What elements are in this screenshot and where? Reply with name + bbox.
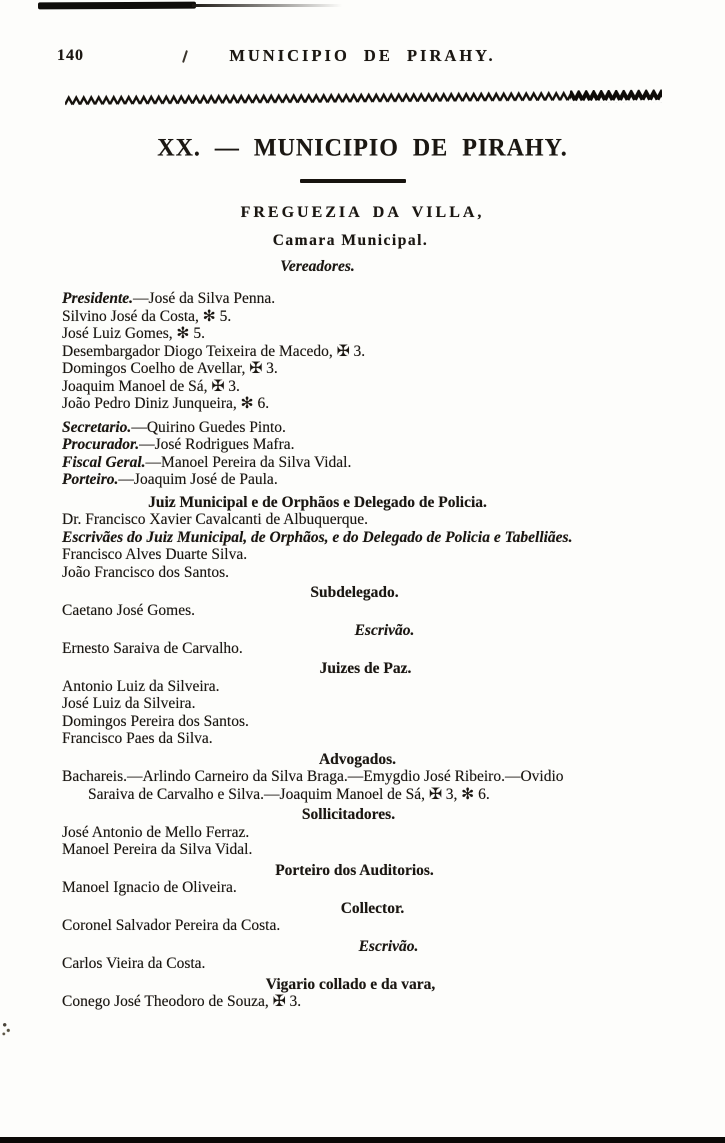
list-item	[62, 471, 663, 489]
person-name: Desembargador Diogo Teixeira de Macedo, ✠ 3.	[62, 342, 366, 360]
subsection-heading-escrivaes: Escrivães do Juiz Municipal, de Orphãos, e do Delegado de Policia e Tabelliães.	[62, 528, 573, 546]
list-item	[62, 419, 663, 437]
role-label: Procurador.	[62, 436, 140, 453]
officials-list	[62, 419, 663, 489]
section-heading-escrivao: Escrivão.	[358, 937, 419, 955]
person-name: Conego José Theodoro de Souza, ✠ 3.	[62, 993, 302, 1010]
person-name: Silvino José da Costa, ✻ 5.	[62, 307, 232, 325]
person-name: —José Rodrigues Mafra.	[139, 436, 295, 453]
section-heading-vigario: Vigario collado e da vara,	[265, 975, 436, 993]
list-item	[62, 395, 663, 413]
person-name: Manoel Ignacio de Oliveira.	[62, 879, 237, 896]
person-name: Francisco Alves Duarte Silva.	[62, 546, 248, 563]
person-name: —Joaquim José de Paula.	[118, 471, 278, 488]
scan-artifact-margin-specks	[2, 1022, 11, 1036]
section-heading-vereadores: Vereadores.	[280, 258, 355, 275]
list-item	[62, 308, 663, 326]
section-heading-escrivao: Escrivão.	[354, 622, 415, 639]
person-name: Domingos Coelho de Avellar, ✠ 3.	[62, 360, 278, 377]
list-item	[62, 290, 663, 308]
role-label: Porteiro.	[62, 471, 119, 488]
list-item	[62, 378, 663, 396]
person-name: Dr. Francisco Xavier Cavalcanti de Albuquerque.	[62, 511, 369, 528]
list-item	[62, 436, 663, 454]
role-label: Secretario.	[62, 418, 132, 436]
section-heading-juiz-municipal: Juiz Municipal e de Orphãos e Delegado de Policia.	[148, 493, 487, 511]
section-heading-porteiro-auditorios: Porteiro dos Auditorios.	[275, 861, 434, 879]
person-name: José Antonio de Mello Ferraz.	[62, 823, 250, 841]
list-item	[62, 325, 663, 343]
role-label: Presidente.	[62, 290, 134, 307]
person-name: José Luiz Gomes, ✻ 5.	[62, 325, 205, 342]
role-label: Fiscal Geral.	[62, 453, 146, 471]
advogados-line: Bachareis.—Arlindo Carneiro da Silva Braga.—Emygdio José Ribeiro.—Ovidio	[62, 768, 564, 785]
section-heading-advogados: Advogados.	[318, 750, 397, 768]
zigzag-rule	[65, 89, 662, 107]
running-title: MUNICIPIO DE PIRAHY.	[229, 46, 496, 65]
person-name: João Francisco dos Santos.	[62, 563, 230, 581]
person-name: João Pedro Diniz Junqueira, ✻ 6.	[62, 395, 270, 412]
section-heading-juizes-de-paz: Juizes de Paz.	[319, 660, 412, 677]
person-name: José Luiz da Silveira.	[62, 695, 196, 712]
advogados-line: Saraiva de Carvalho e Silva.—Joaquim Manoel de Sá, ✠ 3, ✻ 6.	[88, 785, 490, 803]
person-name: —Quirino Guedes Pinto.	[131, 418, 286, 436]
list-item	[62, 360, 663, 378]
person-name: Domingos Pereira dos Santos.	[62, 712, 249, 730]
scan-artifact-bottom-edge	[0, 1137, 725, 1143]
person-name: —José da Silva Penna.	[133, 290, 276, 307]
section-heading-sollicitadores: Sollicitadores.	[301, 806, 396, 823]
page-header	[0, 0, 725, 70]
person-name: Caetano José Gomes.	[62, 601, 196, 619]
list-item	[62, 343, 663, 361]
page-body	[0, 290, 725, 1011]
person-name: Manoel Pereira da Silva Vidal.	[62, 841, 253, 858]
person-name: Ernesto Saraiva de Carvalho.	[62, 639, 243, 657]
vereadores-list	[62, 290, 663, 413]
person-name: Joaquim Manoel de Sá, ✠ 3.	[62, 377, 240, 395]
person-name: Francisco Paes da Silva.	[62, 730, 213, 747]
person-name: Carlos Vieira da Costa.	[62, 955, 206, 972]
section-heading-collector: Collector.	[340, 899, 405, 917]
page-number: 140	[57, 47, 84, 64]
section-heading-camara: Camara Municipal.	[272, 232, 429, 249]
person-name: Coronel Salvador Pereira da Costa.	[62, 917, 281, 934]
title-rule	[300, 179, 406, 183]
chapter-title: XX. — MUNICIPIO DE PIRAHY.	[157, 134, 568, 162]
person-name: —Manoel Pereira da Silva Vidal.	[145, 453, 352, 471]
person-name: Antonio Luiz da Silveira.	[62, 677, 220, 695]
section-heading-subdelegado: Subdelegado.	[310, 584, 399, 601]
list-item	[62, 454, 663, 472]
section-heading-freguezia: FREGUEZIA DA VILLA,	[240, 204, 485, 221]
